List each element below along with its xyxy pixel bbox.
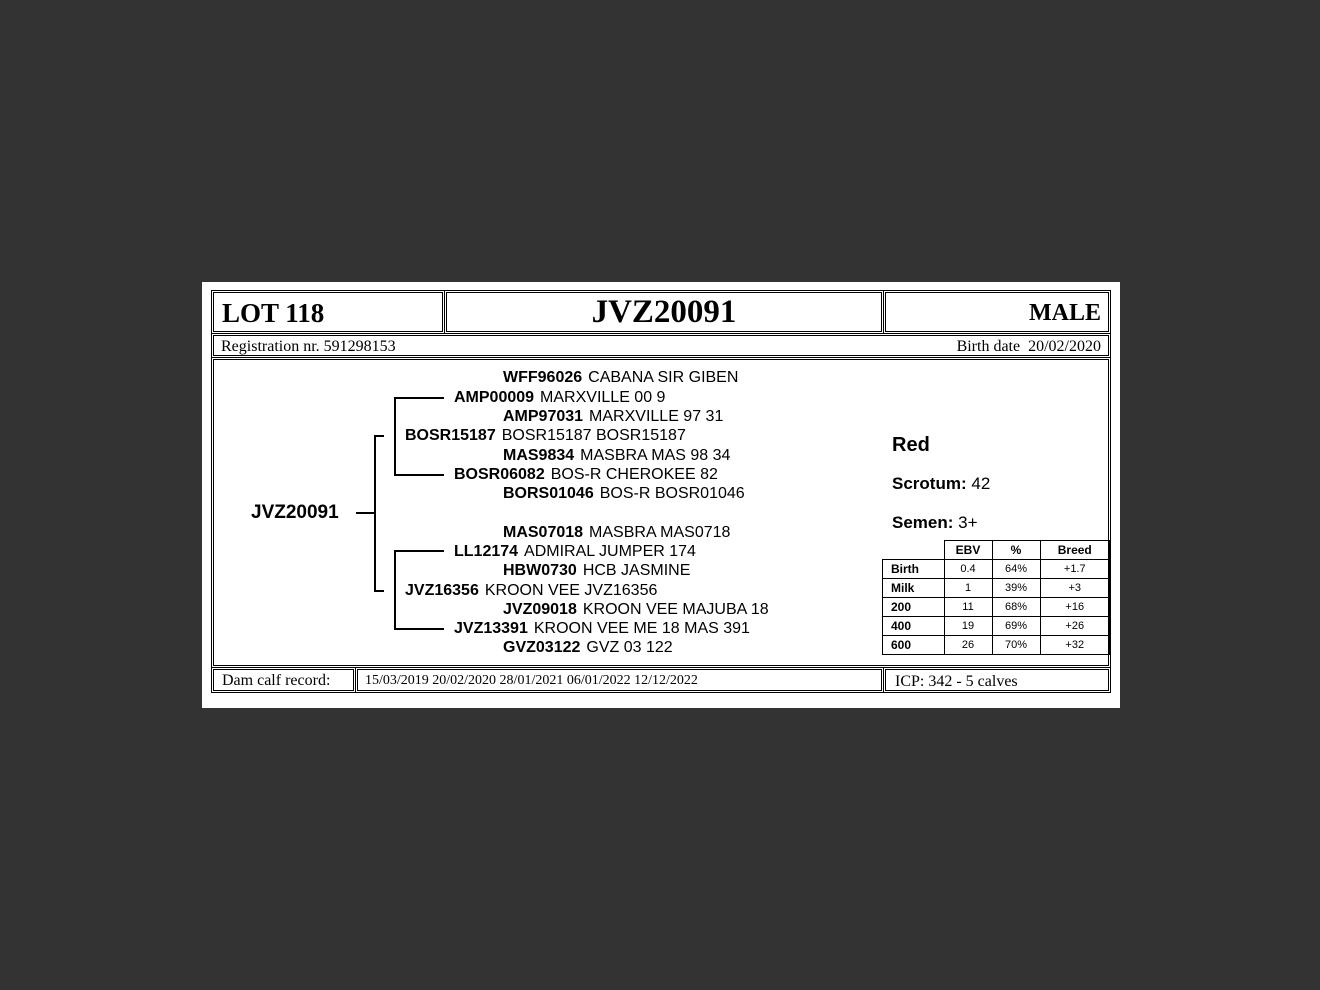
ebv-row-200: [883, 598, 1110, 617]
semen-text: [892, 513, 978, 533]
pedigree-sire-sire: [454, 389, 665, 407]
semen-label: Semen:: [892, 513, 954, 532]
registration-number: 591298153: [323, 338, 396, 355]
lot-number: LOT 118: [222, 298, 325, 328]
ebv-accuracy: 69%: [992, 617, 1040, 636]
pedigree-code: BOSR06082: [454, 466, 545, 483]
pedigree-code: AMP97031: [503, 408, 584, 425]
dam-calf-label-cell: [211, 667, 356, 693]
pedigree-name: BOS-R CHEROKEE 82: [550, 466, 718, 483]
registration-label: Registration nr.: [221, 338, 320, 355]
pedigree-name: BOS-R BOSR01046: [599, 485, 745, 502]
sex-label: MALE: [1029, 300, 1101, 326]
ebv-row-label: 400: [883, 617, 945, 636]
ebv-accuracy: 70%: [992, 636, 1040, 655]
registration-row: [211, 333, 1111, 358]
ebv-row-birth: [883, 560, 1110, 579]
birth-date-text: [957, 338, 1101, 356]
pedigree-sire-dam: [454, 466, 718, 484]
pedigree-dam-dam: [454, 620, 750, 638]
tree-line: [394, 397, 444, 399]
sex-cell: [883, 290, 1111, 334]
animal-id-title: JVZ20091: [591, 294, 737, 330]
pedigree-name: KROON VEE JVZ16356: [484, 582, 658, 599]
ebv-row-label: Birth: [883, 560, 945, 579]
animal-id-cell: [444, 290, 884, 334]
icp-text: ICP: 342 - 5 calves: [895, 673, 1018, 690]
tree-line: [394, 474, 444, 476]
ebv-breed-avg: +1.7: [1040, 560, 1110, 579]
scrotum-value: 42: [971, 474, 991, 493]
ebv-header-ebv: EBV: [944, 541, 992, 560]
pedigree-code: JVZ13391: [454, 620, 528, 637]
ebv-row-label: 600: [883, 636, 945, 655]
tree-line: [374, 435, 376, 591]
ebv-row-milk: [883, 579, 1110, 598]
pedigree-code: BORS01046: [503, 485, 594, 502]
pedigree-code: JVZ09018: [503, 601, 577, 618]
lot-card: [202, 282, 1120, 708]
pedigree-sire-dam-dam: [503, 485, 745, 503]
registration-text: [221, 338, 396, 356]
pedigree-sire-sire-sire: [503, 369, 738, 387]
pedigree-dam-sire-sire: [503, 524, 730, 542]
ebv-breed-avg: +32: [1040, 636, 1110, 655]
pedigree-dam-sire-dam: [503, 562, 690, 580]
pedigree-code: GVZ03122: [503, 639, 581, 656]
ebv-row-400: [883, 617, 1110, 636]
pedigree-code: MAS07018: [503, 524, 584, 541]
pedigree-code: AMP00009: [454, 389, 535, 406]
pedigree-code: WFF96026: [503, 369, 583, 386]
ebv-accuracy: 39%: [992, 579, 1040, 598]
pedigree-code: MAS9834: [503, 447, 575, 464]
ebv-accuracy: 68%: [992, 598, 1040, 617]
pedigree-name: BOSR15187 BOSR15187: [501, 427, 686, 444]
pedigree-name: MASBRA MAS0718: [589, 524, 731, 541]
pedigree-dam-sire: [454, 543, 696, 561]
ebv-breed-avg: +3: [1040, 579, 1110, 598]
ebv-row-label: Milk: [883, 579, 945, 598]
lot-cell: [211, 290, 445, 334]
ebv-header-breed: Breed: [1040, 541, 1110, 560]
pedigree-sire-sire-dam: [503, 408, 723, 426]
pedigree-name: KROON VEE ME 18 MAS 391: [533, 620, 750, 637]
pedigree-name: HCB JASMINE: [582, 562, 691, 579]
pedigree-code: JVZ16356: [405, 582, 479, 599]
icp-cell: [883, 667, 1111, 693]
dam-calf-dates: 15/03/2019 20/02/2020 28/01/2021 06/01/2022 12/12/2022: [365, 673, 698, 688]
colour-label: Red: [892, 434, 930, 456]
birth-date-label: Birth date: [956, 338, 1021, 355]
pedigree-dam-dam-dam: [503, 639, 673, 657]
semen-value: 3+: [958, 513, 978, 532]
pedigree-sire-dam-sire: [503, 447, 730, 465]
tree-line: [356, 512, 374, 514]
tree-line: [394, 550, 444, 552]
ebv-header-pct: %: [992, 541, 1040, 560]
pedigree-name: MASBRA MAS 98 34: [580, 447, 731, 464]
ebv-value: 26: [944, 636, 992, 655]
ebv-header-row: [883, 541, 1110, 560]
dam-calf-label: Dam calf record:: [222, 672, 331, 689]
pedigree-name: KROON VEE MAJUBA 18: [582, 601, 769, 618]
pedigree-name: GVZ 03 122: [586, 639, 673, 656]
pedigree-name: MARXVILLE 97 31: [589, 408, 724, 425]
ebv-value: 19: [944, 617, 992, 636]
pedigree-subject: JVZ20091: [251, 502, 339, 523]
pedigree-name: CABANA SIR GIBEN: [588, 369, 739, 386]
ebv-breed-avg: +26: [1040, 617, 1110, 636]
tree-line: [394, 628, 444, 630]
ebv-accuracy: 64%: [992, 560, 1040, 579]
scrotum-label: Scrotum:: [892, 474, 967, 493]
pedigree-code: LL12174: [454, 543, 519, 560]
dam-calf-dates-cell: [355, 667, 884, 693]
pedigree-name: ADMIRAL JUMPER 174: [524, 543, 696, 560]
pedigree-dam-dam-sire: [503, 601, 769, 619]
ebv-table: [882, 540, 1110, 655]
tree-line: [394, 550, 396, 629]
ebv-value: 11: [944, 598, 992, 617]
pedigree-code: BOSR15187: [405, 427, 496, 444]
ebv-row-label: 200: [883, 598, 945, 617]
tree-line: [374, 435, 384, 437]
ebv-value: 1: [944, 579, 992, 598]
scrotum-text: [892, 474, 990, 494]
pedigree-code: HBW0730: [503, 562, 577, 579]
pedigree-name: MARXVILLE 00 9: [540, 389, 666, 406]
tree-line: [374, 590, 384, 592]
ebv-row-600: [883, 636, 1110, 655]
pedigree-dam: [405, 582, 657, 600]
ebv-breed-avg: +16: [1040, 598, 1110, 617]
tree-line: [394, 397, 396, 475]
pedigree-sire: [405, 427, 686, 445]
ebv-value: 0.4: [944, 560, 992, 579]
ebv-corner-cell: [883, 541, 945, 560]
birth-date-value: 20/02/2020: [1028, 338, 1101, 355]
